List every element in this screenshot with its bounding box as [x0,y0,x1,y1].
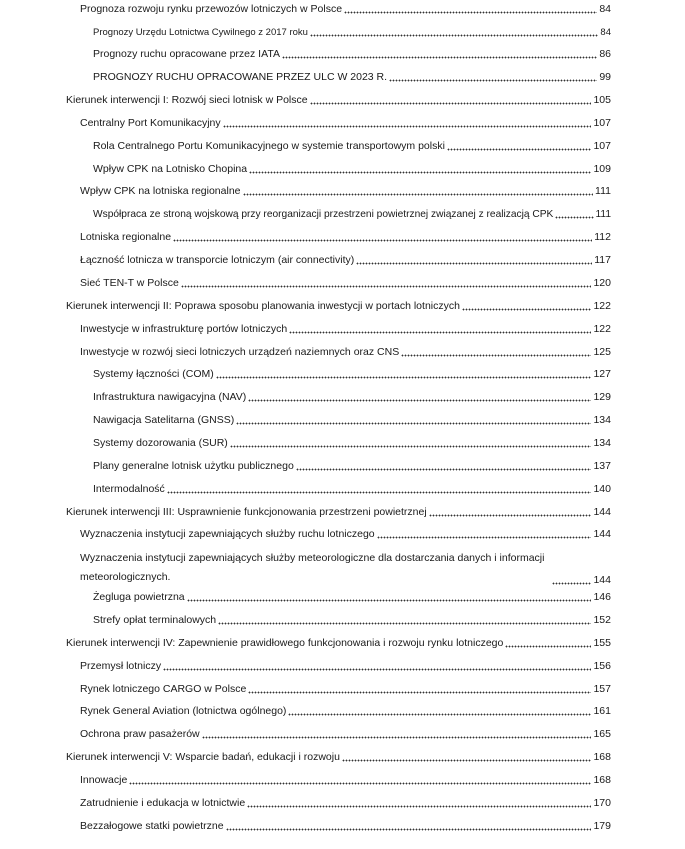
toc-page-number: 109 [593,163,611,175]
toc-entry-title: Ochrona praw pasażerów [80,728,200,740]
toc-page-number: 168 [593,774,611,786]
dot-leader [310,27,599,37]
toc-page-number: 165 [593,728,611,740]
toc-entry-title: Zatrudnienie i edukacja w lotnictwie [80,797,246,809]
toc-entry[interactable] [66,506,611,519]
toc-entry[interactable] [80,323,611,336]
dot-leader [247,798,591,808]
toc-entry-title: Łączność lotnicza w transporcie lotniczym (air connectivity) [80,254,355,266]
dot-leader [216,369,592,379]
toc-page-number: 155 [593,637,611,649]
dot-leader [505,638,591,648]
toc-entry-title: Systemy łączności (COM) [93,368,214,380]
toc-page-number: 111 [595,209,611,220]
dot-leader [377,529,592,539]
toc-page-number: 129 [593,391,611,403]
toc-entry-title: Sieć TEN-T w Polsce [80,277,179,289]
toc-entry[interactable] [93,26,611,39]
toc-entry-title: Prognozy ruchu opracowane przez IATA [93,48,280,60]
dot-leader [552,575,591,585]
toc-entry[interactable] [80,774,611,787]
toc-entry-title: Kierunek interwencji II: Poprawa sposobu planowania inwestycji w portach lotniczych [66,300,460,312]
dot-leader [555,209,593,219]
toc-entry-title: Intermodalność [93,483,165,495]
toc-entry-title: Żegluga powietrzna [93,591,185,603]
toc-page-number: 152 [593,614,611,626]
toc-entry-title: Wpływ CPK na Lotnisko Chopina [93,163,248,175]
toc-entry-title: Plany generalne lotnisk użytku publicznego [93,460,294,472]
toc-entry-title: Inwestycje w infrastrukturę portów lotniczych [80,323,288,335]
dot-leader [187,592,592,602]
toc-page-number: 107 [593,117,611,129]
toc-entry[interactable] [80,660,611,673]
toc-entry[interactable] [80,705,611,718]
dot-leader [163,661,591,671]
toc-page-number: 179 [593,820,611,832]
toc-entry[interactable] [80,231,611,244]
toc-entry[interactable] [93,391,611,404]
dot-leader [462,301,592,311]
dot-leader [173,232,592,242]
dot-leader [344,4,597,14]
toc-page-number: 161 [593,705,611,717]
dot-leader [429,507,592,517]
toc-entry-title: Wpływ CPK na lotniska regionalne [80,185,241,197]
toc-page-number: 111 [595,185,611,197]
toc-entry-title: Kierunek interwencji IV: Zapewnienie prawidłowego funkcjonowania i rozwoju rynku lotniczego [66,637,504,649]
dot-leader [310,95,592,105]
toc-entry[interactable] [93,48,611,61]
toc-page-number: 99 [599,71,611,83]
dot-leader [289,324,591,334]
toc-entry-title: Wyznaczenia instytucji zapewniających służby meteorologiczne dla dostarczania danych i informacji meteorologicznych. [80,552,545,583]
dot-leader [226,821,592,831]
toc-entry-title: Rola Centralnego Portu Komunikacyjnego w systemie transportowym polski [93,140,445,152]
toc-page-number: 156 [593,660,611,672]
dot-leader [202,729,592,739]
toc-page-number: 146 [593,591,611,603]
toc-entry[interactable] [80,254,611,267]
toc-page-number: 157 [593,683,611,695]
toc-entry[interactable] [93,71,611,84]
dot-leader [236,415,591,425]
toc-entry[interactable] [80,277,611,290]
toc-entry-title: Wyznaczenia instytucji zapewniających służby ruchu lotniczego [80,528,375,540]
toc-entry-title: Kierunek interwencji III: Usprawnienie funkcjonowania przestrzeni powietrznej [66,506,427,518]
toc-entry-title: Rynek General Aviation (lotnictwa ogólnego) [80,705,287,717]
toc-page-number: 117 [594,254,611,266]
toc-entry[interactable] [80,549,611,587]
toc-entry[interactable] [66,637,611,650]
dot-leader [218,615,591,625]
dot-leader [288,706,591,716]
toc-page-number: 137 [593,460,611,472]
dot-leader [243,186,594,196]
toc-entry-title: Kierunek interwencji V: Wsparcie badań, edukacji i rozwoju [66,751,340,763]
toc-page-number: 144 [593,506,611,518]
toc-entry[interactable] [93,591,611,604]
toc-entry-title: Nawigacja Satelitarna (GNSS) [93,414,235,426]
dot-leader [248,392,591,402]
toc-entry[interactable] [93,437,611,450]
toc-entry-title: Innowacje [80,774,128,786]
dot-leader [167,484,592,494]
toc-entry-title: Systemy dozorowania (SUR) [93,437,228,449]
toc-entry[interactable] [93,614,611,627]
toc-entry[interactable] [80,683,611,696]
toc-entry-title: Bezzałogowe statki powietrzne [80,820,224,832]
toc-entry[interactable] [80,117,611,130]
toc-entry-title: PROGNOZY RUCHU OPRACOWANE PRZEZ ULC W 2023 R. [93,71,388,83]
toc-page-number: 122 [593,300,611,312]
toc-entry-title: Współpraca ze stroną wojskową przy reorganizacji przestrzeni powietrznej związanej z realizacją CPK [93,209,554,220]
dot-leader [296,461,592,471]
dot-leader [356,255,592,265]
dot-leader [249,164,591,174]
toc-page-number: 134 [593,437,611,449]
toc-entry[interactable] [80,3,611,16]
toc-page-number: 168 [593,751,611,763]
toc-page-number: 140 [593,483,611,495]
toc-entry[interactable] [93,460,611,473]
toc-entry[interactable] [80,528,611,541]
toc-page-number: 107 [593,140,611,152]
toc-entry-title: Prognoza rozwoju rynku przewozów lotniczych w Polsce [80,3,343,15]
toc-entry-title: Centralny Port Komunikacyjny [80,117,221,129]
dot-leader [129,775,591,785]
toc-entry[interactable] [80,185,611,198]
dot-leader [230,438,592,448]
toc-entry[interactable] [93,140,611,153]
toc-page-number: 105 [593,94,611,106]
dot-leader [342,752,592,762]
toc-page-number: 112 [594,231,611,243]
toc-entry-title: Strefy opłat terminalowych [93,614,217,626]
toc-entry[interactable] [93,368,611,381]
toc-page-number: 170 [593,797,611,809]
toc-entry[interactable] [66,94,611,107]
toc-entry-title: Kierunek interwencji I: Rozwój sieci lotnisk w Polsce [66,94,308,106]
toc-entry[interactable] [80,797,611,810]
toc-page-number: 120 [593,277,611,289]
toc-page-number: 84 [600,27,611,38]
toc-entry[interactable] [93,414,611,427]
toc-entry-title: Inwestycje w rozwój sieci lotniczych urządzeń naziemnych oraz CNS [80,346,400,358]
toc-entry[interactable] [93,163,611,176]
toc-entry-title: Przemysł lotniczy [80,660,162,672]
toc-entry[interactable] [80,820,611,833]
toc-page-number: 134 [593,414,611,426]
toc-page-number: 84 [599,3,611,15]
toc-entry-title: Prognozy Urzędu Lotnictwa Cywilnego z 2017 roku [93,27,308,38]
dot-leader [248,684,591,694]
toc-entry[interactable] [93,208,611,221]
toc-page-number: 86 [599,48,611,60]
dot-leader [401,347,591,357]
toc-page-number: 144 [593,574,611,586]
toc-page-number: 127 [593,368,611,380]
dot-leader [181,278,592,288]
toc-entry-title: Rynek lotniczego CARGO w Polsce [80,683,247,695]
toc-entry[interactable] [93,483,611,496]
toc-entry[interactable] [80,728,611,741]
toc-entry[interactable] [80,346,611,359]
toc-entry[interactable] [66,751,611,764]
toc-page-number: 144 [593,528,611,540]
dot-leader [447,141,592,151]
toc-entry-title: Infrastruktura nawigacyjna (NAV) [93,391,247,403]
dot-leader [223,118,592,128]
toc-entry-title: Lotniska regionalne [80,231,172,243]
dot-leader [282,49,597,59]
dot-leader [389,72,597,82]
toc-entry[interactable] [66,300,611,313]
toc-page-number: 125 [593,346,611,358]
toc-page-number: 122 [593,323,611,335]
